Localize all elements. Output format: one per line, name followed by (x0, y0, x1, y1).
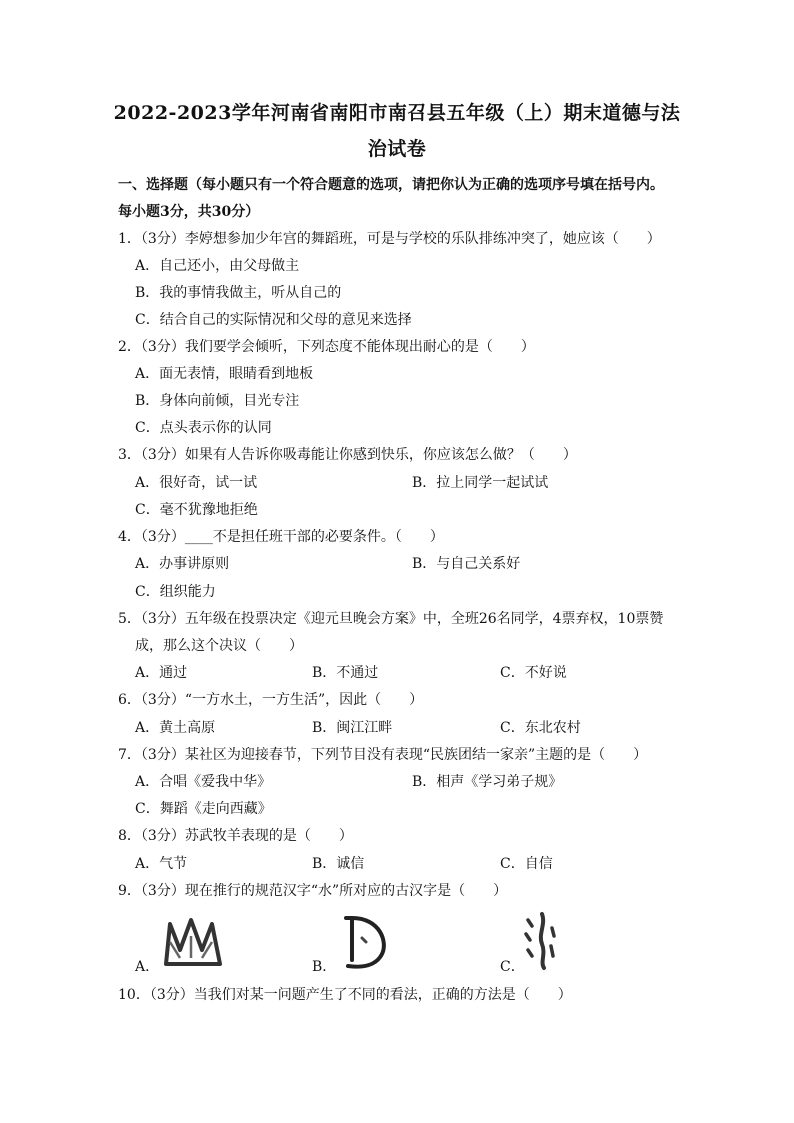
q6-option-c: C．东北农村 (500, 720, 581, 736)
q7-option-a: A．合唱《爱我中华》 (135, 774, 272, 790)
section-heading: 一、选择题（每小题只有一个符合题意的选项，请把你认为正确的选项序号填在括号内。 (118, 177, 664, 193)
q6-option-a: A．黄土高原 (135, 720, 216, 736)
q3-option-b: B．拉上同学一起试试 (412, 475, 549, 491)
ancient-glyph-b-image (338, 912, 394, 972)
question-5: 5．（3分）五年级在投票决定《迎元旦晚会方案》中，全班26名同学，4票弃权，10票赞 (118, 611, 664, 627)
section-heading-cont: 每小题3分，共30分） (118, 204, 260, 220)
q3-option-c: C．毫不犹豫地拒绝 (135, 502, 258, 518)
q4-option-b: B．与自己关系好 (412, 556, 521, 572)
question-7: 7．（3分）某社区为迎接春节，下列节目没有表现“民族团结一家亲”主题的是（ ） (118, 747, 648, 763)
ancient-glyph-a-image (160, 912, 226, 970)
q9-option-c: C． (500, 959, 525, 975)
q2-option-c: C．点头表示你的认同 (135, 420, 272, 436)
q1-option-b: B．我的事情我做主，听从自己的 (135, 285, 342, 301)
q3-option-a: A．很好奇，试一试 (135, 475, 258, 491)
question-9: 9．（3分）现在推行的规范汉字“水”所对应的古汉字是（ ） (118, 883, 508, 899)
q8-option-a: A．气节 (135, 856, 188, 872)
question-1: 1．（3分）李婷想参加少年宫的舞蹈班，可是与学校的乐队排练冲突了，她应该（ ） (118, 231, 661, 247)
exam-title-line2: 治试卷 (367, 138, 427, 160)
question-2: 2．（3分）我们要学会倾听，下列态度不能体现出耐心的是（ ） (118, 339, 535, 355)
question-4: 4．（3分）____不是担任班干部的必要条件。（ ） (118, 529, 444, 545)
q2-option-a: A．面无表情，眼睛看到地板 (135, 366, 314, 382)
q4-option-a: A．办事讲原则 (135, 556, 230, 572)
q8-option-b: B．诚信 (312, 856, 365, 872)
question-5-cont: 成，那么这个决议（ ） (135, 638, 303, 654)
q1-option-c: C．结合自己的实际情况和父母的意见来选择 (135, 312, 412, 328)
q5-option-a: A．通过 (135, 665, 188, 681)
q6-option-b: B．闽江江畔 (312, 720, 393, 736)
question-3: 3．（3分）如果有人告诉你吸毒能让你感到快乐，你应该怎么做？（ ） (118, 447, 577, 463)
q8-option-c: C．自信 (500, 856, 553, 872)
q5-option-b: B．不通过 (312, 665, 379, 681)
question-6: 6．（3分）“一方水土，一方生活”，因此（ ） (118, 692, 424, 708)
exam-title-line1: 2022-2023学年河南省南阳市南召县五年级（上）期末道德与法 (113, 102, 681, 124)
q7-option-c: C．舞蹈《走向西藏》 (135, 801, 272, 817)
q9-option-a: A． (135, 959, 160, 975)
question-8: 8．（3分）苏武牧羊表现的是（ ） (118, 828, 353, 844)
q2-option-b: B．身体向前倾，目光专注 (135, 393, 300, 409)
q1-option-a: A．自己还小，由父母做主 (135, 258, 300, 274)
ancient-glyph-c-image (520, 910, 560, 972)
q5-option-c: C．不好说 (500, 665, 567, 681)
q9-option-b: B． (312, 959, 337, 975)
q7-option-b: B．相声《学习弟子规》 (412, 774, 563, 790)
question-10: 10．（3分）当我们对某一问题产生了不同的看法，正确的方法是（ ） (118, 987, 572, 1003)
q4-option-c: C．组织能力 (135, 584, 216, 600)
